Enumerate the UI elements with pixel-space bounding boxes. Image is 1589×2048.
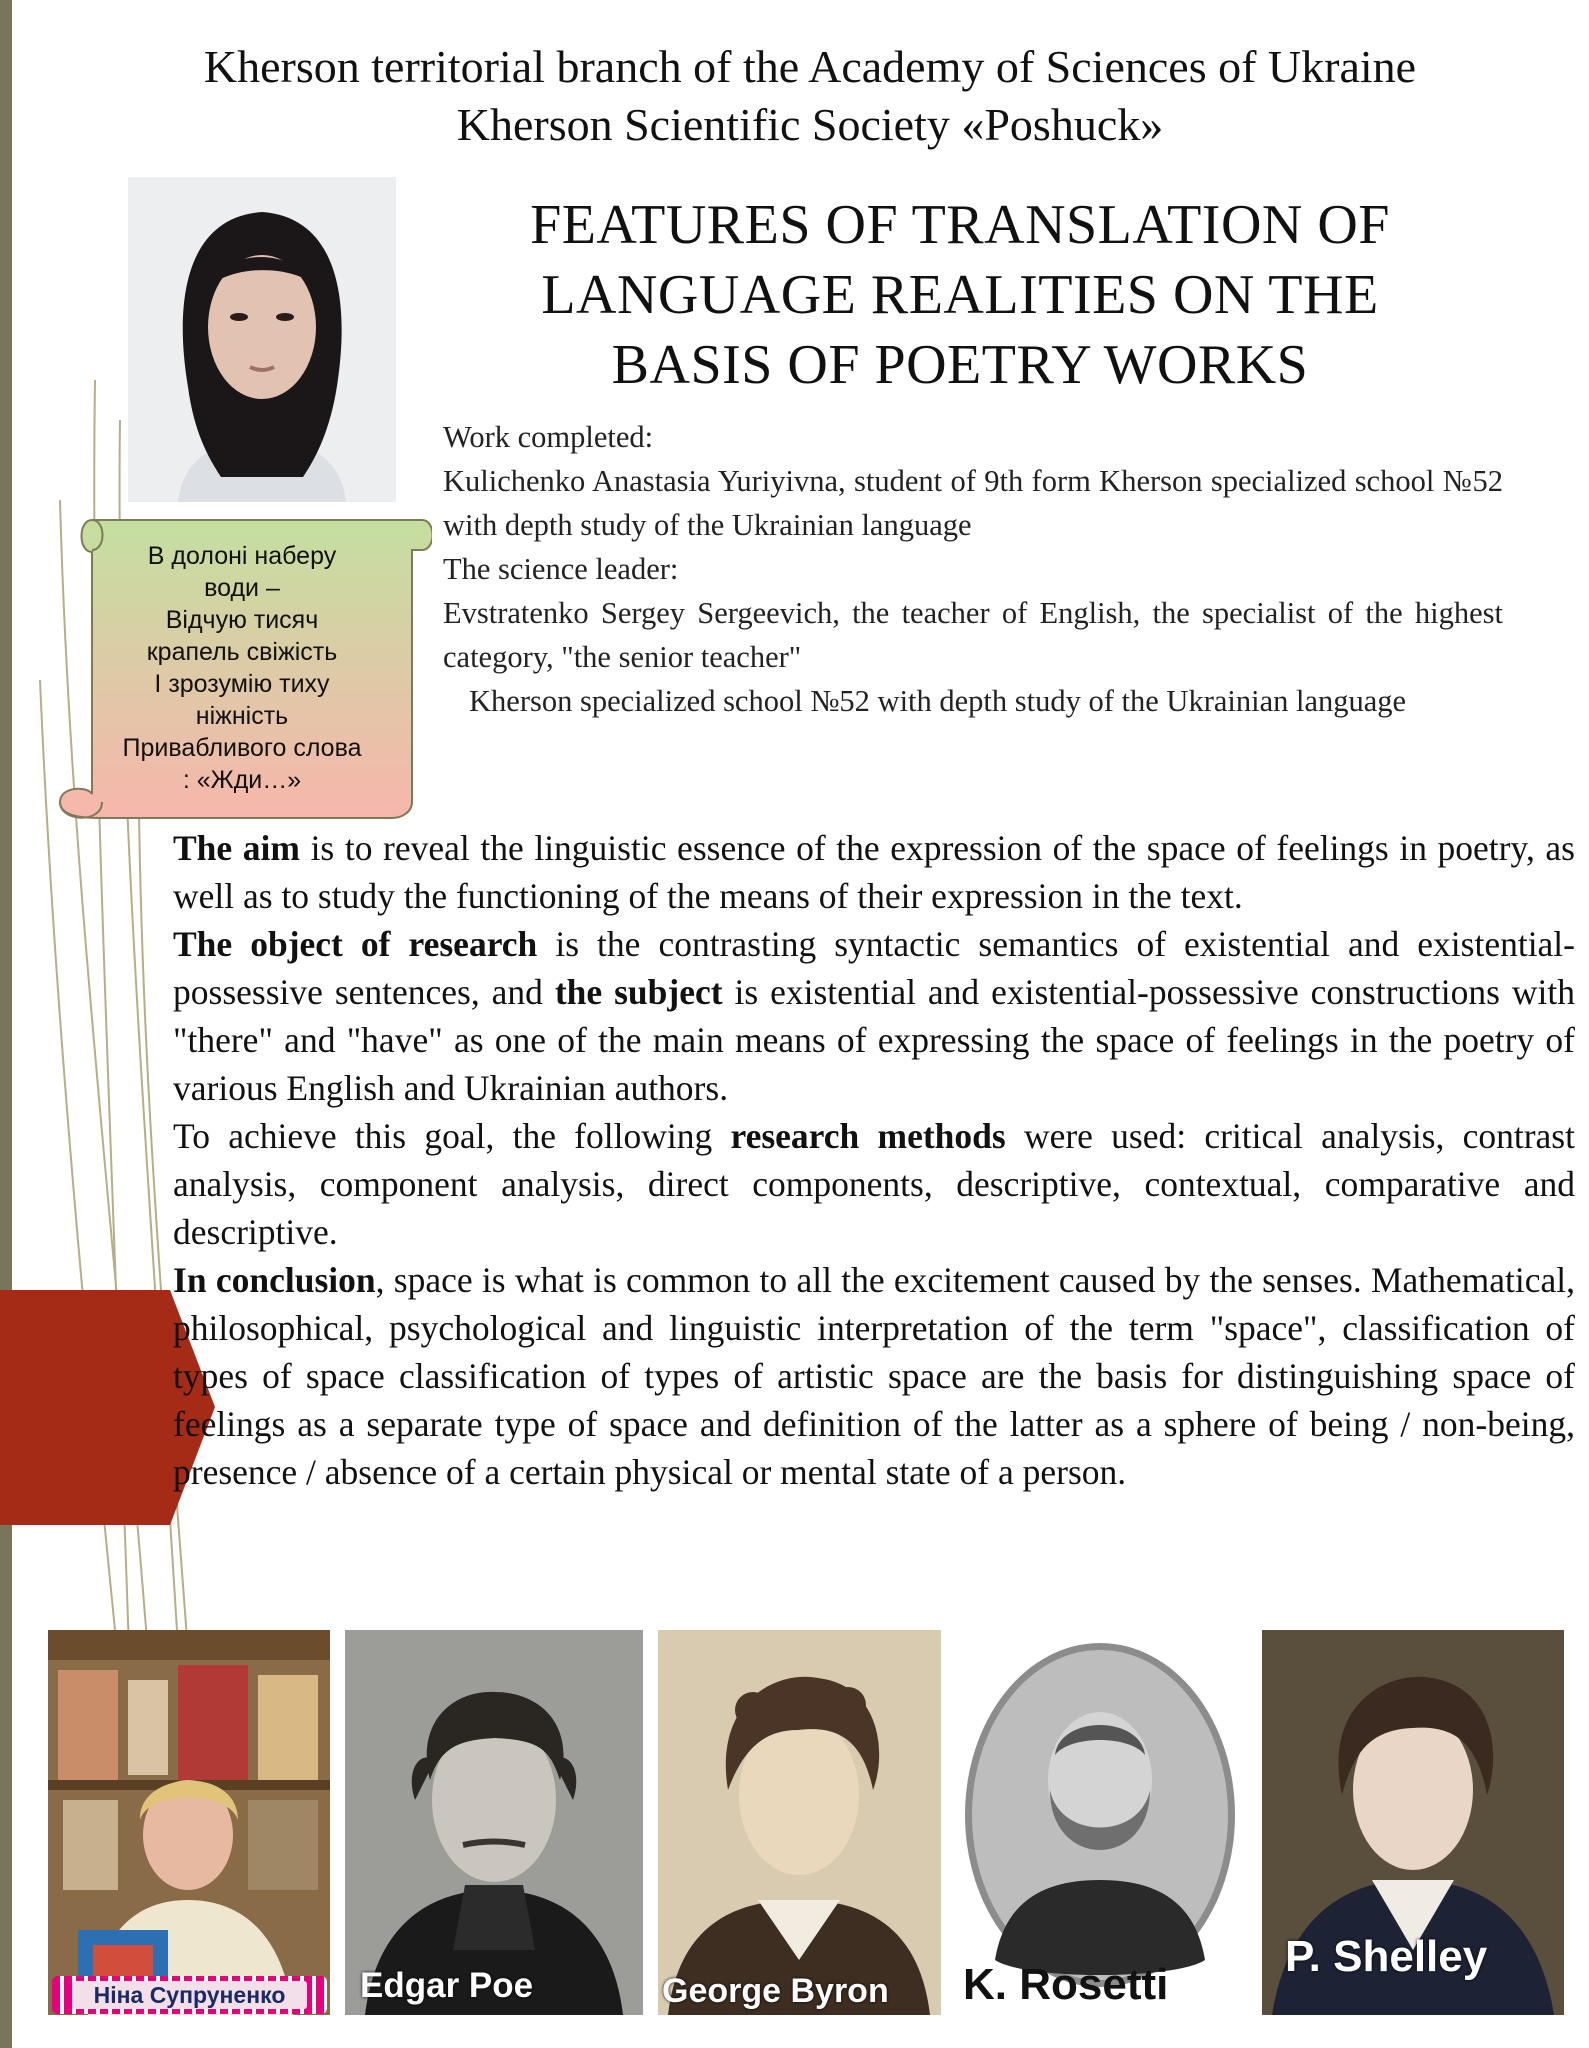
student-info: Kulichenko Anastasia Yuriyivna, student of 9th form Kherson specialized school №52 with depth study of the Ukrainian language <box>443 464 1503 542</box>
header-line-2: Kherson Scientific Society «Poshuck» <box>456 99 1164 150</box>
object-text: is the contrasting syntactic semantics of existential and existential-possessive sentences, and <box>173 924 1575 1012</box>
poem-line-7: Привабливого слова <box>122 734 362 762</box>
caption-k-rosetti: K. Rosetti <box>963 1960 1169 2009</box>
methods-label: research methods <box>730 1116 1006 1156</box>
portrait-nina <box>48 1630 330 2015</box>
title-line-3: BASIS OF POETRY WORKS <box>611 334 1309 396</box>
left-side-bar <box>0 0 12 2048</box>
abstract-body <box>173 824 1575 1496</box>
methods-pre: To achieve this goal, the following <box>173 1116 731 1156</box>
header <box>60 38 1560 154</box>
header-line-1: Kherson territorial branch of the Academy of Sciences of Ukraine <box>203 41 1417 92</box>
poem-line-1: В долоні наберу <box>147 542 337 570</box>
poem-line-5: І зрозумію тиху <box>154 670 330 698</box>
student-photo <box>128 177 396 502</box>
aim-text: is to reveal the linguistic essence of the expression of the space of feelings in poetry, as well as to study the functioning of the means of their expression in the text. <box>173 828 1575 916</box>
poem-line-4: крапель свіжість <box>146 638 338 666</box>
subject-label: the subject <box>554 972 723 1012</box>
authors-block <box>443 415 1503 723</box>
caption-p-shelley: P. Shelley <box>1285 1932 1488 1981</box>
poem-line-6: ніжність <box>195 702 289 730</box>
portrait-edgar-poe <box>345 1630 643 2015</box>
object-paragraph <box>173 920 1575 1112</box>
methods-paragraph <box>173 1112 1575 1256</box>
poem-line-2: води – <box>204 574 280 602</box>
poem-line-8: : «Жди…» <box>182 766 302 794</box>
work-completed-label: Work completed: <box>443 420 654 454</box>
title-line-1: FEATURES OF TRANSLATION OF <box>530 194 1390 256</box>
nina-name-tag <box>52 1976 327 2014</box>
nina-name: Ніна Супруненко <box>72 1981 307 2009</box>
school-info: Kherson specialized school №52 with depth study of the Ukrainian language <box>469 684 1407 718</box>
conclusion-label: In conclusion <box>173 1260 376 1300</box>
conclusion-paragraph <box>173 1256 1575 1496</box>
leader-info: Evstratenko Sergey Sergeevich, the teacher of English, the specialist of the highest category, "the senior teacher" <box>443 596 1503 674</box>
poem-line-3: Відчую тисяч <box>165 606 319 634</box>
science-leader-label: The science leader: <box>443 552 679 586</box>
page-title <box>420 190 1500 400</box>
methods-text: were used: critical analysis, contrast analysis, component analysis, direct components, descriptive, contextual, comparative and descriptive. <box>173 1116 1575 1252</box>
aim-paragraph <box>173 824 1575 920</box>
title-line-2: LANGUAGE REALITIES ON THE <box>541 264 1379 326</box>
portrait-george-byron <box>658 1630 941 2015</box>
object-label: The object of research <box>173 924 538 964</box>
conclusion-text: , space is what is common to all the excitement caused by the senses. Mathematical, philosophical, psychological and linguistic interpretation of the term "space", classification of types of space classification of types of artistic space are the basis for distinguishing space of feelings as a separate type of space and definition of the latter as a sphere of being / non-being, presence / absence of a certain physical or mental state of a person. <box>173 1260 1576 1492</box>
aim-label: The aim <box>173 828 300 868</box>
poem-text <box>92 540 392 796</box>
caption-george-byron: George Byron <box>662 1972 889 2010</box>
caption-edgar-poe: Edgar Poe <box>360 1966 534 2005</box>
subject-text: is existential and existential-possessive constructions with "there" and "have" as one of the main means of expressing the space of feelings in the poetry of various English and Ukrainian authors. <box>173 972 1575 1108</box>
portrait-k-rosetti <box>955 1630 1245 2015</box>
